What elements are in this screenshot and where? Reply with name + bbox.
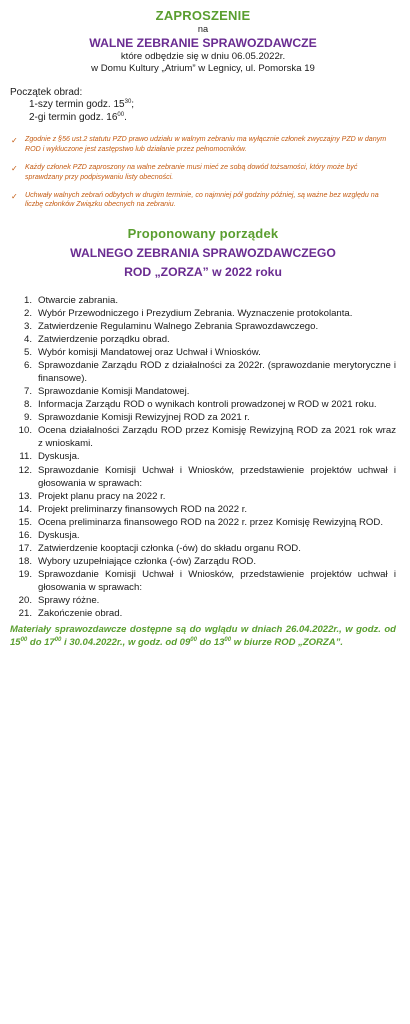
notes-list — [10, 135, 396, 210]
checkmark-icon: ✓ — [11, 164, 18, 174]
note-item: ✓ Uchwały walnych zebrań odbytych w drugim terminie, co najmniej pół godziny później, są ważne bez względu na liczbę członków Związku obecnych na zebraniu. — [11, 190, 379, 209]
agenda-item-text: Sprawozdanie Komisji Mandatowej. — [38, 386, 190, 398]
agenda-item-text: Informacja Zarządu ROD o wynikach kontroli prowadzonej w ROD w 2021 roku. — [38, 399, 377, 411]
agenda-item-number: 11. — [19, 451, 32, 463]
agenda-item — [10, 398, 396, 411]
materials-note: Materiały sprawozdawcze dostępne są do wglądu w dniach 26.04.2022r., w godz. od $15^{00}$ do $17^{00}$ i 30.04.2022r., w godz. od $09^{00}$ do $13^{00}$ w biurze ROD „ZORZA”. — [10, 624, 396, 648]
meeting-place: w Domu Kultury „Atrium” w Legnicy, ul. Pomorska 19 — [91, 62, 315, 74]
agenda-item — [10, 411, 396, 424]
agenda-item-number: 2. — [23, 307, 32, 319]
agenda-item — [10, 424, 396, 450]
agenda-item-number: 1. — [23, 294, 32, 306]
agenda-item-text: Ocena działalności Zarządu ROD przez Komisję Rewizyjną ROD za 2021 rok wraz z wnioskami. — [38, 425, 396, 450]
second-term: 2-gi termin godz. $16^{00}$. — [29, 111, 127, 123]
agenda-item-number: 6. — [23, 360, 32, 372]
agenda-item — [10, 450, 396, 463]
agenda-item — [10, 516, 396, 529]
agenda-item-number: 12. — [18, 464, 32, 476]
meeting-date: które odbędzie się w dniu 06.05.2022r. — [120, 51, 286, 62]
agenda-item — [10, 542, 396, 555]
agenda-item — [10, 307, 396, 320]
agenda-item-text: Projekt planu pracy na 2022 r. — [38, 490, 166, 502]
note-item: ✓ Zgodnie z §56 ust.2 statutu PZD prawo udziału w walnym zebraniu ma wyłącznie członek zwyczajny PZD w danym ROD i wykluczone jest zastępstwo lub działanie przez pełnomocników. — [11, 135, 387, 154]
agenda-list — [10, 294, 396, 620]
agenda-item-text: Sprawozdanie Komisji Rewizyjnej ROD za 2021 r. — [38, 412, 250, 424]
agenda-item-number: 19. — [18, 568, 32, 580]
agenda-item — [10, 464, 396, 490]
agenda-item-text: Zatwierdzenie porządku obrad. — [38, 334, 170, 346]
agenda-item-number: 4. — [23, 334, 32, 346]
start-times — [10, 87, 396, 125]
agenda-item — [10, 594, 396, 607]
agenda-item — [10, 359, 396, 385]
agenda-item — [10, 490, 396, 503]
agenda-item-text: Sprawy różne. — [38, 594, 100, 606]
agenda-item — [10, 529, 396, 542]
agenda-item-number: 14. — [18, 503, 32, 515]
first-term: 1-szy termin godz. $15^{30}$; — [29, 99, 135, 111]
invitation-header — [10, 8, 396, 75]
agenda-item-text: Dyskusja. — [38, 451, 80, 463]
agenda-item-text: Zakończenie obrad. — [38, 608, 123, 620]
agenda-subtitle: WALNEGO ZEBRANIA SPRAWOZDAWCZEGO — [70, 246, 336, 261]
agenda-item-number: 15. — [18, 516, 32, 528]
agenda-rod: ROD „ZORZA” w 2022 roku — [124, 264, 282, 279]
invitation-na: na — [197, 24, 209, 35]
invitation-title: ZAPROSZENIE — [155, 8, 251, 23]
checkmark-icon: ✓ — [11, 136, 18, 146]
agenda-item-text: Dyskusja. — [38, 529, 80, 541]
agenda-item-text: Sprawozdanie Komisji Uchwał i Wniosków, przedstawienie projektów uchwał i głosowania w sprawach: — [38, 464, 396, 489]
agenda-item-text: Zatwierdzenie kooptacji członka (-ów) do składu organu ROD. — [38, 542, 301, 554]
agenda-item-number: 10. — [18, 425, 32, 437]
agenda-item — [10, 333, 396, 346]
agenda-item-text: Wybór Przewodniczego i Prezydium Zebrania. Wyznaczenie protokolanta. — [38, 307, 353, 319]
agenda-item-text: Otwarcie zabrania. — [38, 294, 118, 306]
agenda-item-number: 3. — [23, 321, 32, 332]
agenda-item — [10, 320, 396, 333]
checkmark-icon: ✓ — [11, 191, 18, 201]
agenda-item-number: 20. — [18, 594, 32, 606]
agenda-item-text: Ocena preliminarza finansowego ROD na 2022 r. przez Komisję Rewizyjną ROD. — [38, 516, 383, 528]
start-label: Początek obrad: — [10, 86, 83, 98]
agenda-item — [10, 568, 396, 594]
agenda-item — [10, 294, 396, 307]
agenda-item — [10, 555, 396, 568]
agenda-item-number: 18. — [18, 555, 32, 567]
note-item: ✓ Każdy członek PZD zaproszony na walne zebranie musi mieć ze sobą dowód tożsamości, który może być sprawdzany przy podpisywaniu listy obecności. — [11, 163, 358, 181]
agenda-item-number: 5. — [23, 347, 32, 359]
agenda-item-number: 7. — [23, 386, 32, 398]
meeting-name: WALNE ZEBRANIE SPRAWOZDAWCZE — [89, 35, 317, 50]
agenda-item — [10, 503, 396, 516]
agenda-item-text: Sprawozdanie Komisji Uchwał i Wniosków, przedstawienie projektów uchwał i głosowania w sprawach: — [38, 568, 396, 593]
agenda-title: Proponowany porządek — [127, 226, 279, 242]
agenda-item-number: 8. — [23, 399, 32, 411]
agenda-item-text: Wybór komisji Mandatowej oraz Uchwał i Wniosków. — [38, 347, 261, 359]
agenda-item-number: 13. — [18, 490, 32, 502]
agenda-item — [10, 607, 396, 620]
agenda-item-number: 17. — [18, 542, 32, 554]
agenda-header — [10, 226, 396, 280]
agenda-item-number: 21. — [18, 608, 32, 620]
agenda-item-number: 16. — [18, 529, 32, 541]
agenda-item-text: Zatwierdzenie Regulaminu Walnego Zebrania Sprawozdawczego. — [38, 321, 319, 332]
agenda-item — [10, 346, 396, 359]
agenda-item-text: Wybory uzupełniające członka (-ów) Zarządu ROD. — [38, 555, 256, 567]
agenda-item-text: Sprawozdanie Zarządu ROD z działalności za 2022r. (sprawozdanie merytoryczne i finansowe). — [38, 360, 396, 385]
agenda-item-number: 9. — [23, 412, 32, 424]
agenda-item-text: Projekt preliminarzy finansowych ROD na 2022 r. — [38, 503, 248, 515]
agenda-item — [10, 385, 396, 398]
